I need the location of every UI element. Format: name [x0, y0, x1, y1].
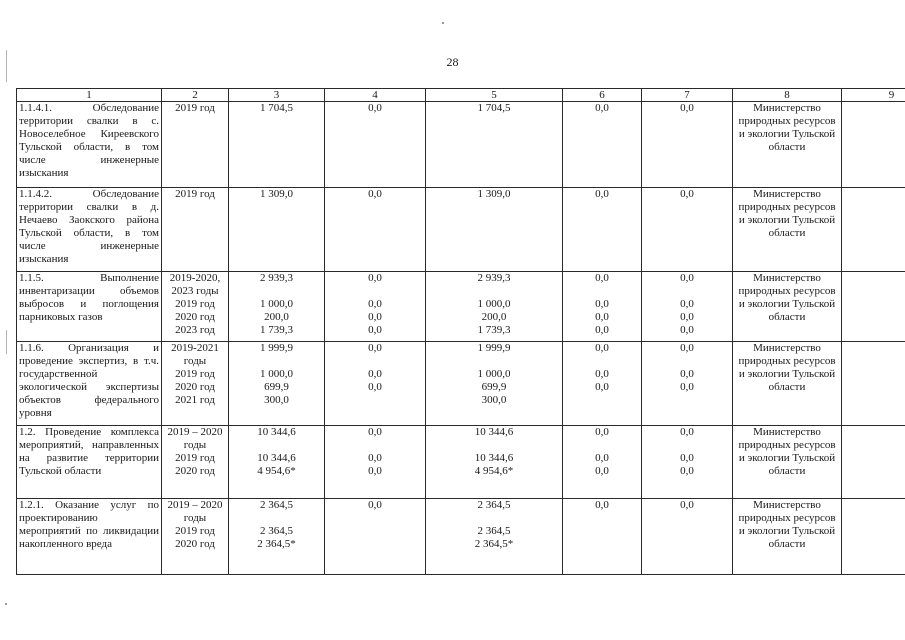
cell-line — [428, 512, 560, 525]
amount-regional-cell — [426, 499, 563, 575]
cell-line: 1 000,0 — [477, 298, 511, 310]
cell-line — [231, 355, 322, 368]
column-header: 3 — [229, 89, 325, 102]
column-header: 7 — [642, 89, 733, 102]
activity-name-cell: 1.1.5. Выполнение инвентаризации объемов выбросов и поглощения парниковых газов — [17, 272, 162, 342]
period-cell — [162, 272, 229, 342]
cell-line — [565, 439, 639, 452]
cell-line: 0,0 — [595, 188, 609, 200]
cell-line: 0,0 — [680, 311, 694, 323]
amount-regional-cell — [426, 272, 563, 342]
amount-other-cell — [642, 426, 733, 499]
amount-total-cell — [229, 188, 325, 272]
cell-line: 2019-2020, — [169, 272, 221, 284]
cell-line — [327, 439, 423, 452]
scan-speck — [5, 603, 7, 605]
cell-line — [565, 538, 639, 551]
amount-total-cell — [229, 426, 325, 499]
responsible-executor-cell: Министерство природных ресурсов и экологии Тульской области — [733, 272, 842, 342]
cell-line: 0,0 — [595, 298, 609, 310]
amount-regional-cell — [426, 342, 563, 426]
cell-line — [428, 285, 560, 298]
cell-line: 1 739,3 — [260, 324, 293, 336]
cell-line: 1 000,0 — [477, 368, 511, 380]
cell-line: 2019-2021 — [171, 342, 219, 354]
cell-line — [565, 394, 639, 407]
cell-line: 0,0 — [680, 324, 694, 336]
amount-federal-cell — [325, 102, 426, 188]
responsible-executor-cell: Министерство природных ресурсов и экологии Тульской области — [733, 102, 842, 188]
cell-line — [644, 355, 730, 368]
cell-line — [565, 525, 639, 538]
column-header: 1 — [17, 89, 162, 102]
amount-other-cell — [642, 102, 733, 188]
cell-line — [327, 355, 423, 368]
amount-other-cell — [642, 342, 733, 426]
cell-line: 4 954,6* — [257, 465, 296, 477]
cell-line: 0,0 — [368, 272, 382, 284]
cell-line: 2023 год — [175, 324, 215, 336]
amount-federal-cell — [325, 188, 426, 272]
cell-line: 1 000,0 — [260, 368, 293, 380]
cell-line — [327, 285, 423, 298]
cell-line: 1 000,0 — [260, 298, 293, 310]
cell-line: 0,0 — [680, 188, 694, 200]
cell-line: 1 999,9 — [477, 342, 511, 354]
cell-line: 0,0 — [595, 426, 609, 438]
cell-line: 0,0 — [368, 499, 382, 511]
cell-line: 0,0 — [368, 324, 382, 336]
column-9-cell — [842, 499, 905, 575]
cell-line: 4 954,6* — [474, 465, 514, 477]
amount-other-cell — [642, 499, 733, 575]
cell-line — [565, 512, 639, 525]
column-9-cell — [842, 188, 905, 272]
cell-line: 2019 – 2020 — [167, 426, 223, 438]
cell-line: 0,0 — [368, 452, 382, 464]
cell-line — [644, 525, 730, 538]
cell-line: 0,0 — [368, 465, 382, 477]
cell-line: 699,9 — [481, 381, 507, 393]
cell-line — [565, 285, 639, 298]
cell-line: 0,0 — [680, 342, 694, 354]
cell-line: 10 344,6 — [474, 452, 514, 464]
cell-line: 2 364,5 — [477, 499, 511, 511]
cell-line: 2 364,5 — [260, 525, 293, 537]
cell-line: 0,0 — [680, 465, 694, 477]
cell-line — [327, 538, 423, 551]
cell-line — [428, 355, 560, 368]
column-header: 4 — [325, 89, 426, 102]
column-header: 6 — [563, 89, 642, 102]
cell-line: 1 704,5 — [477, 102, 511, 114]
period-cell — [162, 426, 229, 499]
amount-federal-cell — [325, 272, 426, 342]
left-margin-mark — [6, 50, 7, 82]
cell-line: годы — [183, 439, 207, 451]
cell-line — [644, 439, 730, 452]
cell-line: 2 939,3 — [477, 272, 511, 284]
cell-line: 2019 год — [175, 188, 215, 200]
cell-line: 0,0 — [595, 368, 609, 380]
cell-line: 1 739,3 — [477, 324, 511, 336]
cell-line: 2020 год — [175, 311, 215, 323]
amount-local-cell — [563, 342, 642, 426]
cell-line: 0,0 — [680, 272, 694, 284]
cell-line: 0,0 — [680, 452, 694, 464]
amount-other-cell — [642, 188, 733, 272]
cell-line: 2019 год — [175, 102, 215, 114]
cell-line: 1 999,9 — [260, 342, 293, 354]
amount-local-cell — [563, 499, 642, 575]
table-row — [17, 102, 905, 188]
activity-name-cell: 1.1.4.1. Обследование территории свалки в с. Новоселебное Киреевского Тульской области, в том числе инженерные изыскания — [17, 102, 162, 188]
cell-line: 0,0 — [595, 102, 609, 114]
cell-line: годы — [183, 355, 207, 367]
cell-line: 2019 год — [175, 525, 215, 537]
cell-line: 2020 год — [175, 538, 215, 550]
cell-line: 0,0 — [368, 426, 382, 438]
column-header: 5 — [426, 89, 563, 102]
column-9-cell — [842, 102, 905, 188]
amount-federal-cell — [325, 426, 426, 499]
cell-line: 2023 годы — [171, 285, 219, 297]
cell-line: годы — [183, 512, 207, 524]
amount-federal-cell — [325, 342, 426, 426]
period-cell — [162, 499, 229, 575]
amount-regional-cell — [426, 102, 563, 188]
cell-line: 2 939,3 — [260, 272, 293, 284]
amount-regional-cell — [426, 188, 563, 272]
cell-line: 2020 год — [175, 465, 215, 477]
period-cell — [162, 102, 229, 188]
cell-line: 0,0 — [368, 381, 382, 393]
cell-line — [327, 525, 423, 538]
responsible-executor-cell: Министерство природных ресурсов и экологии Тульской области — [733, 499, 842, 575]
page-number: 28 — [446, 55, 459, 69]
cell-line: 0,0 — [368, 298, 382, 310]
amount-total-cell — [229, 499, 325, 575]
cell-line: 2019 – 2020 — [167, 499, 223, 511]
amount-other-cell — [642, 272, 733, 342]
column-9-cell — [842, 426, 905, 499]
cell-line — [428, 439, 560, 452]
cell-line — [644, 285, 730, 298]
cell-line: 10 344,6 — [257, 452, 296, 464]
cell-line: 2019 год — [175, 368, 215, 380]
amount-local-cell — [563, 272, 642, 342]
cell-line — [327, 394, 423, 407]
cell-line: 0,0 — [595, 324, 609, 336]
cell-line — [231, 439, 322, 452]
cell-line: 0,0 — [595, 381, 609, 393]
cell-line: 0,0 — [595, 342, 609, 354]
responsible-executor-cell: Министерство природных ресурсов и экологии Тульской области — [733, 426, 842, 499]
cell-line: 1 704,5 — [260, 102, 293, 114]
amount-total-cell — [229, 102, 325, 188]
cell-line: 0,0 — [595, 272, 609, 284]
responsible-executor-cell: Министерство природных ресурсов и экологии Тульской области — [733, 188, 842, 272]
activity-name-cell: 1.2.1. Оказание услуг по проектированию мероприятий по ликвидации накопленного вреда — [17, 499, 162, 575]
cell-line: 1 309,0 — [260, 188, 293, 200]
cell-line: 0,0 — [368, 342, 382, 354]
amount-federal-cell — [325, 499, 426, 575]
period-cell — [162, 342, 229, 426]
cell-line: 0,0 — [680, 381, 694, 393]
cell-line: 0,0 — [368, 311, 382, 323]
amount-total-cell — [229, 272, 325, 342]
amount-local-cell — [563, 426, 642, 499]
cell-line: 10 344,6 — [474, 426, 514, 438]
cell-line — [644, 512, 730, 525]
column-header: 8 — [733, 89, 842, 102]
cell-line: 0,0 — [368, 102, 382, 114]
amount-local-cell — [563, 102, 642, 188]
amount-local-cell — [563, 188, 642, 272]
cell-line: 200,0 — [264, 311, 289, 323]
column-9-cell — [842, 342, 905, 426]
cell-line: 0,0 — [680, 298, 694, 310]
cell-line: 0,0 — [595, 499, 609, 511]
cell-line: 0,0 — [595, 452, 609, 464]
table-row — [17, 188, 905, 272]
cell-line: 1 309,0 — [477, 188, 511, 200]
cell-line: 0,0 — [595, 465, 609, 477]
table-row — [17, 272, 905, 342]
cell-line — [565, 355, 639, 368]
budget-table — [16, 88, 905, 575]
activity-name-cell: 1.1.4.2. Обследование территории свалки в д. Нечаево Заокского района Тульской области, в том числе инженерные изыскания — [17, 188, 162, 272]
cell-line: 699,9 — [264, 381, 289, 393]
cell-line: 2019 год — [175, 298, 215, 310]
table-row — [17, 426, 905, 499]
cell-line: 0,0 — [680, 426, 694, 438]
cell-line — [644, 538, 730, 551]
cell-line — [231, 285, 322, 298]
responsible-executor-cell: Министерство природных ресурсов и экологии Тульской области — [733, 342, 842, 426]
column-header: 2 — [162, 89, 229, 102]
cell-line: 0,0 — [368, 368, 382, 380]
cell-line: 0,0 — [595, 311, 609, 323]
cell-line: 2021 год — [175, 394, 215, 406]
cell-line: 0,0 — [680, 499, 694, 511]
cell-line: 0,0 — [680, 368, 694, 380]
cell-line: 300,0 — [481, 394, 507, 406]
cell-line — [327, 512, 423, 525]
cell-line — [231, 512, 322, 525]
table-row — [17, 499, 905, 575]
cell-line: 200,0 — [481, 311, 507, 323]
cell-line — [644, 394, 730, 407]
left-margin-mark — [6, 330, 7, 354]
scan-speck — [442, 22, 444, 24]
cell-line: 0,0 — [368, 188, 382, 200]
amount-total-cell — [229, 342, 325, 426]
column-9-cell — [842, 272, 905, 342]
cell-line: 2 364,5 — [260, 499, 293, 511]
cell-line: 2 364,5 — [477, 525, 511, 537]
cell-line: 2 364,5* — [474, 538, 514, 550]
table-row — [17, 342, 905, 426]
activity-name-cell: 1.2. Проведение комплекса мероприятий, направленных на развитие территории Тульской области — [17, 426, 162, 499]
cell-line: 300,0 — [264, 394, 289, 406]
cell-line: 10 344,6 — [257, 426, 296, 438]
column-number-row — [17, 89, 905, 102]
cell-line: 2020 год — [175, 381, 215, 393]
amount-regional-cell — [426, 426, 563, 499]
cell-line: 2 364,5* — [257, 538, 296, 550]
column-header: 9 — [842, 89, 905, 102]
cell-line: 2019 год — [175, 452, 215, 464]
period-cell — [162, 188, 229, 272]
cell-line: 0,0 — [680, 102, 694, 114]
activity-name-cell: 1.1.6. Организация и проведение экспертиз, в т.ч. государственной экологической экспертизы объектов федерального уровня — [17, 342, 162, 426]
